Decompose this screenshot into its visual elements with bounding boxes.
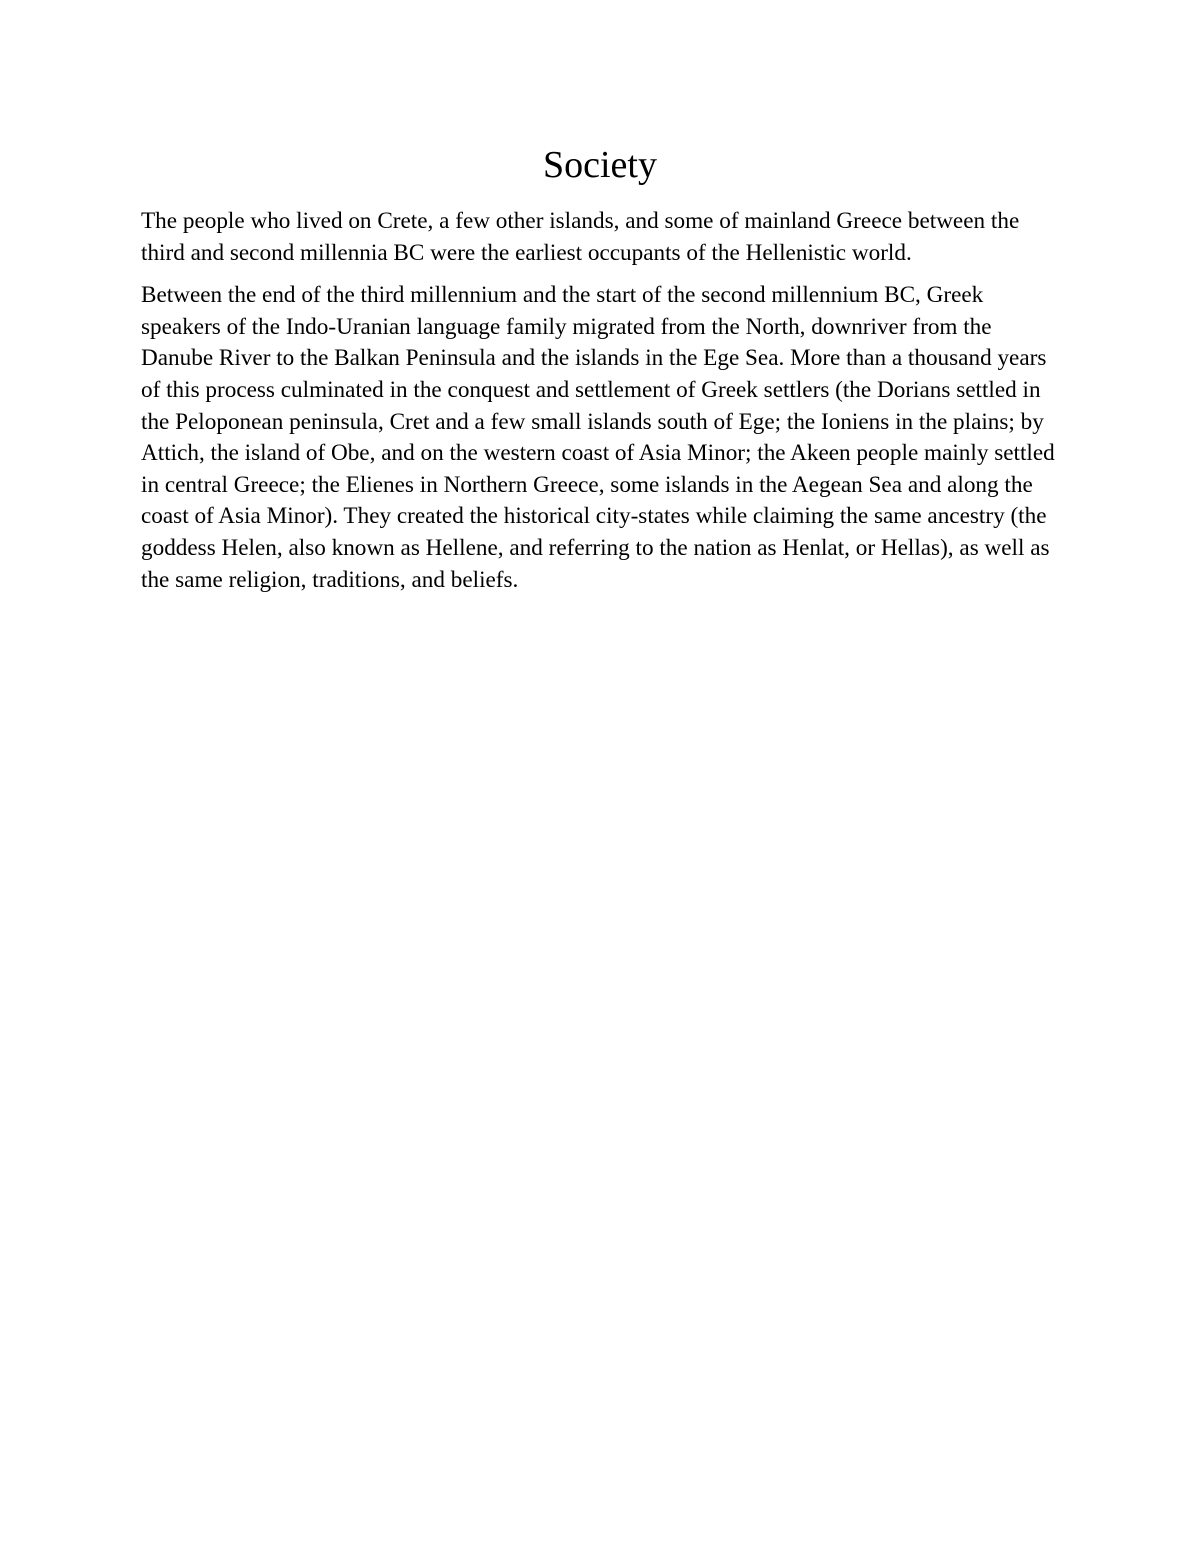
document-body bbox=[141, 206, 1061, 607]
paragraph-2: Between the end of the third millennium and the start of the second millennium BC, Greek speakers of the Indo-Uranian language family migrated from the North, downriver from the Danube River to the Balkan Peninsula and the islands in the Ege Sea. More than a thousand years of this process culminated in the conquest and settlement of Greek settlers (the Dorians settled in the Peloponean peninsula, Cret and a few small islands south of Ege; the Ioniens in the plains; by Attich, the island of Obe, and on the western coast of Asia Minor; the Akeen people mainly settled in central Greece; the Elienes in Northern Greece, some islands in the Aegean Sea and along the coast of Asia Minor). They created the historical city-states while claiming the same ancestry (the goddess Helen, also known as Hellene, and referring to the nation as Henlat, or Hellas), as well as the same religion, traditions, and beliefs. bbox=[141, 282, 1055, 593]
page-title: Society bbox=[543, 144, 657, 186]
paragraph-1: The people who lived on Crete, a few other islands, and some of mainland Greece between the third and second millennia BC were the earliest occupants of the Hellenistic world. bbox=[141, 208, 1020, 266]
